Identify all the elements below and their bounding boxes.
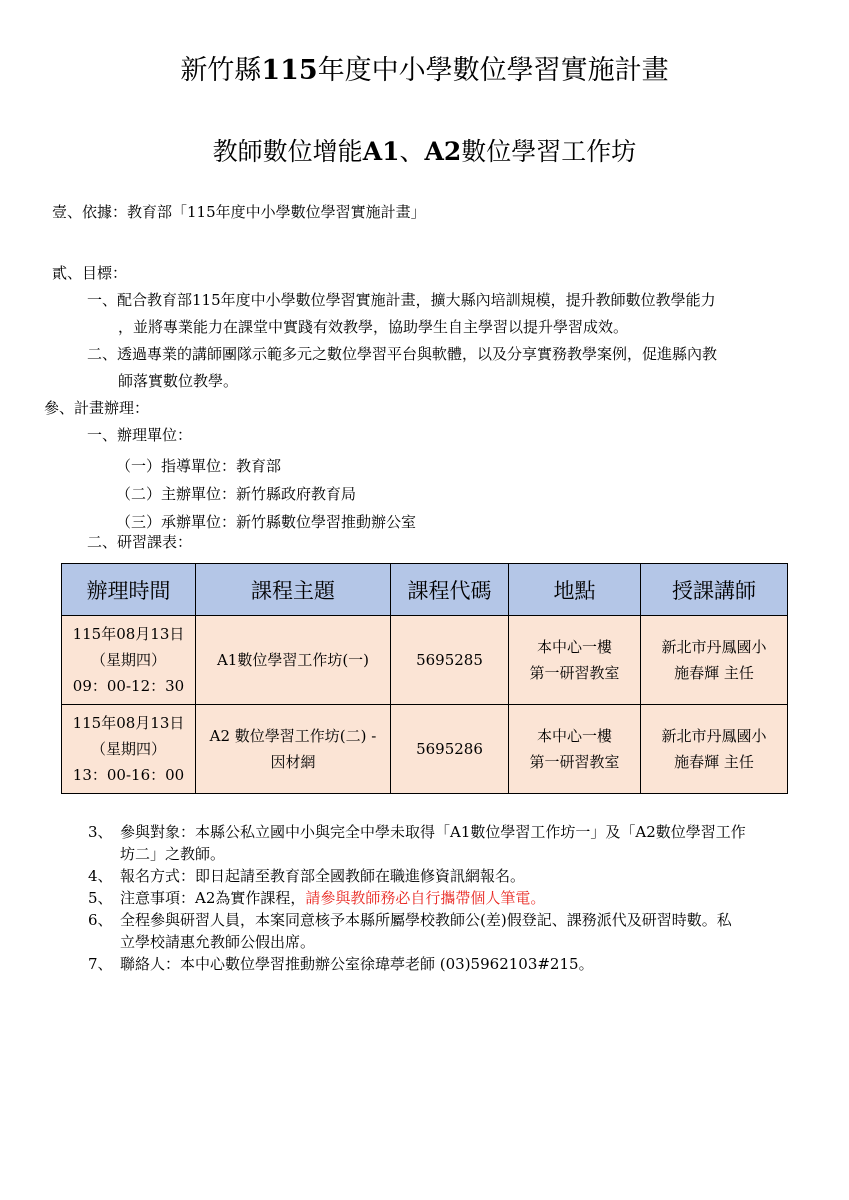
section-goals-heading: 貳、目標： xyxy=(52,264,128,282)
note-registration: 報名方式：即日起請至教育部全國教師在職進修資訊網報名。 xyxy=(120,867,526,885)
units-heading: 一、辦理單位： xyxy=(87,426,193,444)
goal-2-line-1: 二、透過專業的講師團隊示範多元之數位學習平台與軟體，以及分享實務教學案例，促進縣內教 xyxy=(87,345,718,363)
cell-location: 本中心一樓 第一研習教室 xyxy=(509,616,641,705)
unit-executor: （三）承辦單位：新竹縣數位學習推動辦公室 xyxy=(116,513,417,531)
goal-1-line-1: 一、配合教育部115年度中小學數位學習實施計畫，擴大縣內培訓規模，提升教師數位教學能力 xyxy=(87,291,716,309)
header-instructor: 授課講師 xyxy=(641,564,788,616)
section-plan-heading: 參、計畫辦理： xyxy=(44,399,150,417)
table-row xyxy=(62,705,788,794)
section-basis: 壹、依據：教育部「115年度中小學數位學習實施計畫」 xyxy=(52,203,426,221)
note-number: 4、 xyxy=(88,867,113,885)
table-row xyxy=(62,616,788,705)
goal-1-line-2: ，並將專業能力在課堂中實踐有效教學，協助學生自主學習以提升學習成效。 xyxy=(118,318,629,336)
note-leave-line-1: 全程參與研習人員，本案同意核予本縣所屬學校教師公(差)假登記、課務派代及研習時數。私 xyxy=(120,911,732,929)
cell-code: 5695286 xyxy=(391,705,509,794)
document-subtitle: 教師數位增能A1、A2數位學習工作坊 xyxy=(212,137,637,166)
header-code: 課程代碼 xyxy=(391,564,509,616)
goal-2-line-2: 師落實數位教學。 xyxy=(118,372,239,390)
note-participants-line-1: 參與對象：本縣公私立國中小與完全中學未取得「A1數位學習工作坊一」及「A2數位學習工作 xyxy=(120,823,746,841)
header-location: 地點 xyxy=(509,564,641,616)
note-number: 7、 xyxy=(88,955,113,973)
cell-code: 5695285 xyxy=(391,616,509,705)
cell-time: 115年08月13日 （星期四） 13：00-16：00 xyxy=(62,705,196,794)
document-title: 新竹縣115年度中小學數位學習實施計畫 xyxy=(180,55,669,86)
cell-topic: A1數位學習工作坊(一) xyxy=(196,616,391,705)
note-number: 6、 xyxy=(88,911,113,929)
note-leave-line-2: 立學校請惠允教師公假出席。 xyxy=(120,933,316,951)
header-topic: 課程主題 xyxy=(196,564,391,616)
course-schedule-table xyxy=(61,563,788,794)
cell-instructor: 新北市丹鳳國小 施春輝 主任 xyxy=(641,705,788,794)
cell-time: 115年08月13日 （星期四） 09：00-12：30 xyxy=(62,616,196,705)
schedule-heading: 二、研習課表： xyxy=(87,533,193,551)
unit-guidance: （一）指導單位：教育部 xyxy=(116,457,282,475)
note-notice: 注意事項：A2為實作課程，請參與教師務必自行攜帶個人筆電。 xyxy=(120,889,546,907)
unit-organizer: （二）主辦單位：新竹縣政府教育局 xyxy=(116,485,357,503)
cell-instructor: 新北市丹鳳國小 施春輝 主任 xyxy=(641,616,788,705)
note-participants-line-2: 坊二」之教師。 xyxy=(120,845,226,863)
cell-location: 本中心一樓 第一研習教室 xyxy=(509,705,641,794)
table-header-row xyxy=(62,564,788,616)
note-number: 5、 xyxy=(88,889,113,907)
cell-topic: A2 數位學習工作坊(二) - 因材網 xyxy=(196,705,391,794)
note-contact: 聯絡人：本中心數位學習推動辦公室徐瑋葶老師 (03)5962103#215。 xyxy=(120,955,594,973)
note-number: 3、 xyxy=(88,823,113,841)
note-notice-warning: 請參與教師務必自行攜帶個人筆電。 xyxy=(305,889,546,907)
header-time: 辦理時間 xyxy=(62,564,196,616)
